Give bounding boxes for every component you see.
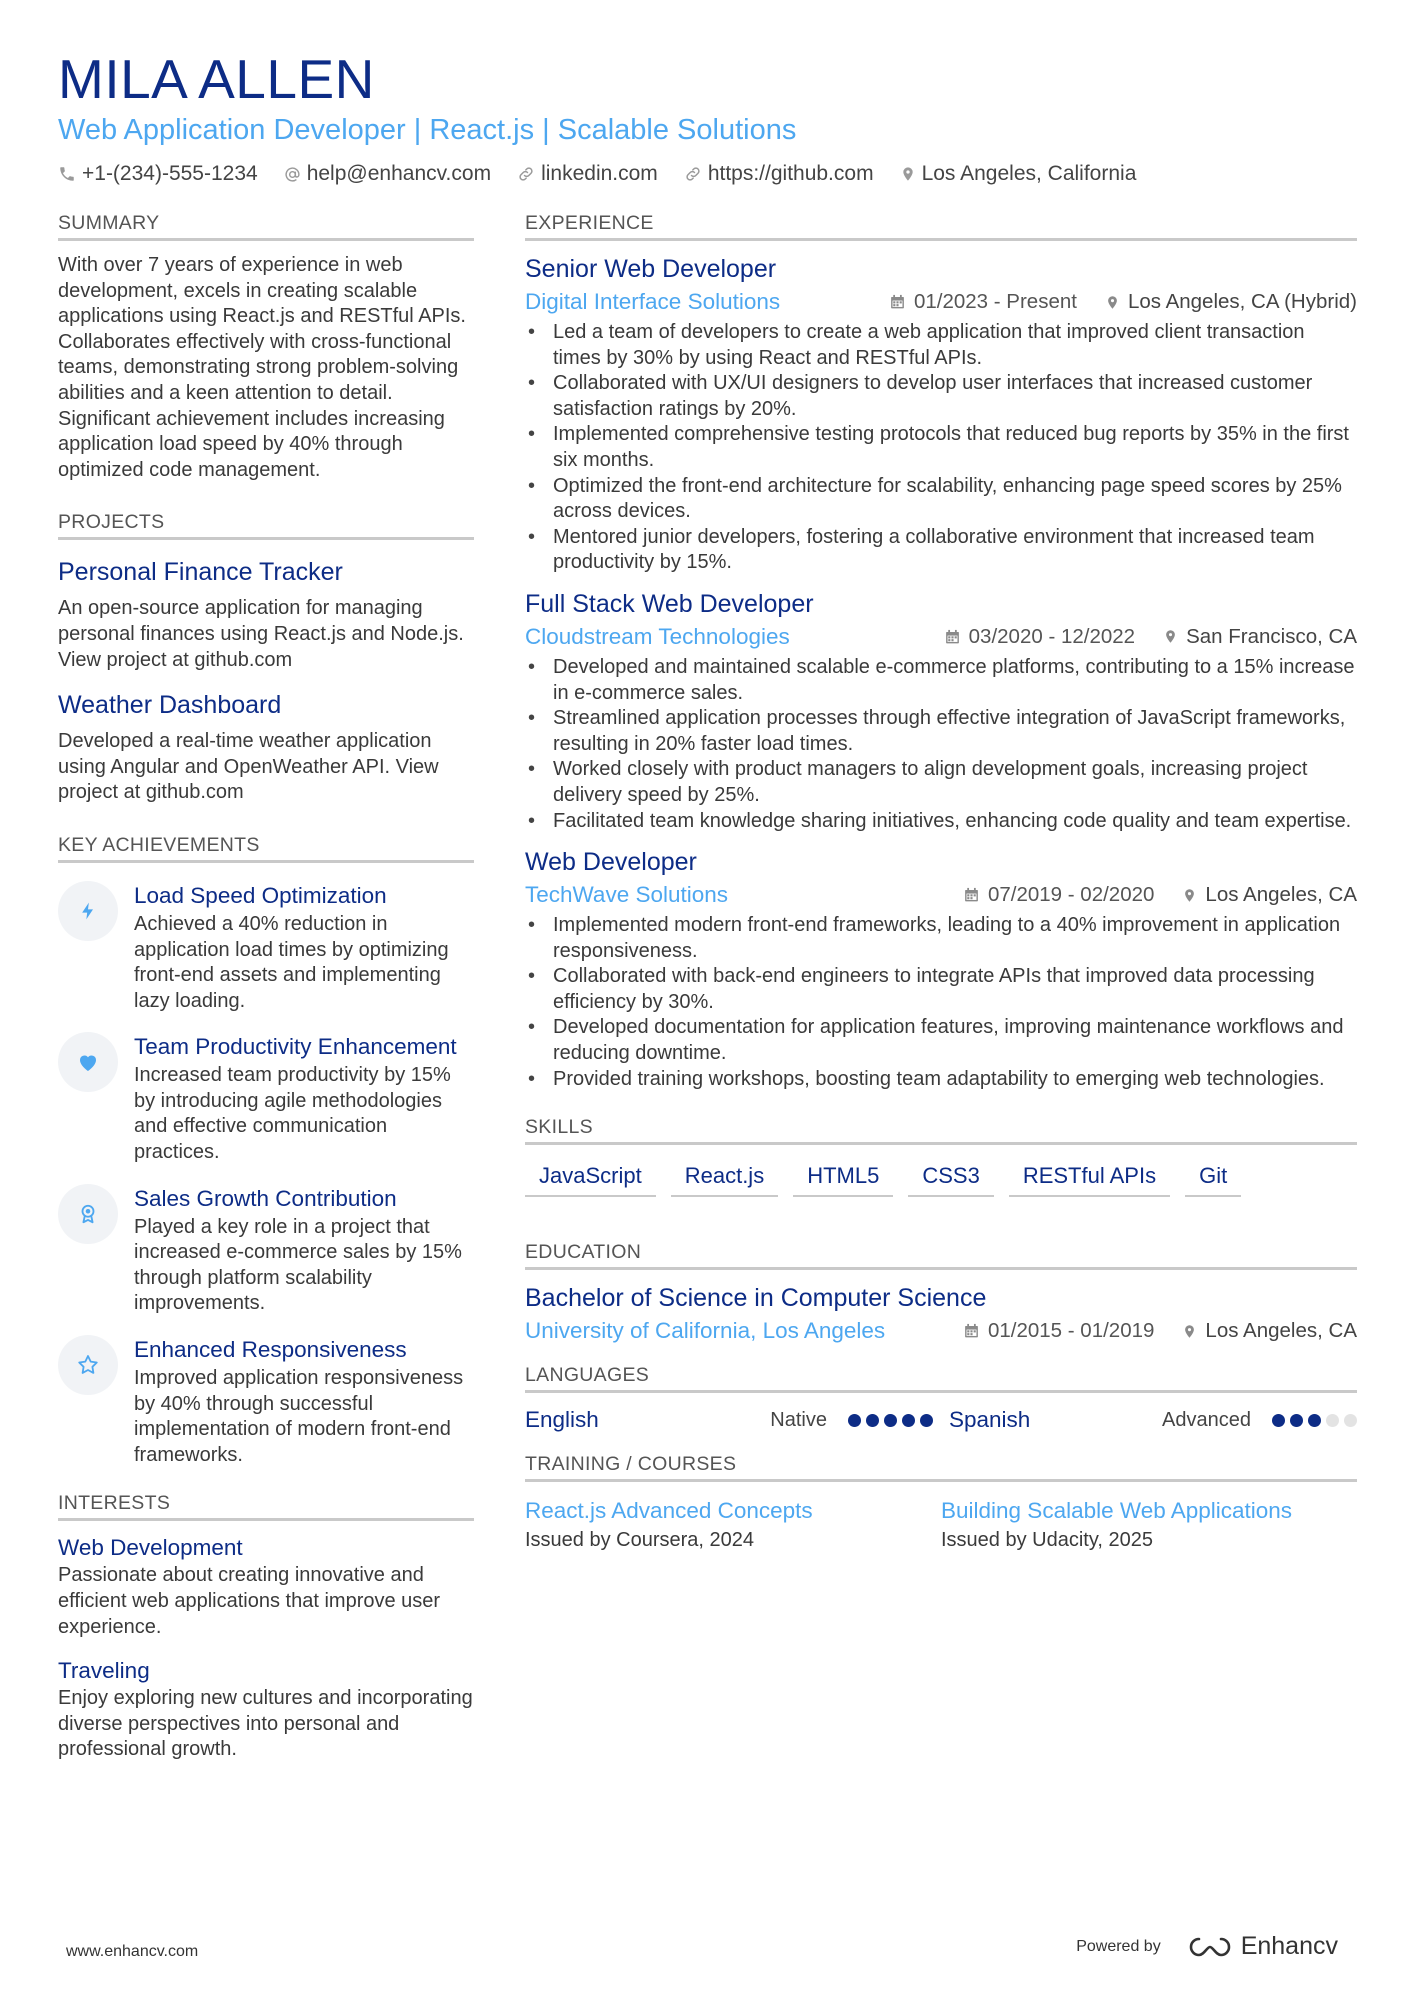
contact-bar	[58, 162, 1358, 186]
achievement-item	[58, 881, 474, 1014]
job-entry	[525, 588, 1357, 834]
job-dates	[889, 290, 1077, 314]
contact-phone[interactable]	[58, 162, 258, 186]
education-dates	[963, 1319, 1154, 1343]
achievement-text: Increased team productivity by 15% by introducing agile methodologies and effective communication practices.	[134, 1064, 451, 1164]
location-text: Los Angeles, California	[921, 162, 1137, 185]
language-item	[949, 1407, 1357, 1433]
brand-text: Enhancv	[1240, 1932, 1338, 1960]
rating-dot-filled	[848, 1414, 861, 1427]
job-dates	[944, 625, 1135, 649]
job-bullet: • Collaborated with UX/UI designers to develop user interfaces that increased customer satisfaction ratings by 20%.	[525, 371, 1357, 422]
rating-dot-filled	[920, 1414, 933, 1427]
achievement-item	[58, 1184, 474, 1317]
job-bullets	[525, 320, 1357, 576]
course-title: Building Scalable Web Applications	[941, 1498, 1293, 1524]
project-description: An open-source application for managing personal finances using React.js and Node.js. View project at github.com	[58, 597, 464, 671]
job-bullet: • Provided training workshops, boosting team adaptability to emerging web technologies.	[525, 1067, 1357, 1093]
email-text: help@enhancv.com	[306, 162, 492, 185]
language-rating	[843, 1414, 933, 1427]
course-issuer: Issued by Coursera, 2024	[525, 1529, 755, 1552]
job-location	[1163, 625, 1357, 649]
right-column	[525, 212, 1357, 1554]
job-bullet: • Developed documentation for application features, improving maintenance workflows and reducing downtime.	[525, 1015, 1357, 1066]
skill-tag: RESTful APIs	[1009, 1159, 1170, 1197]
job-dates-text: 01/2023 - Present	[913, 290, 1077, 313]
enhancv-logo[interactable]	[1187, 1932, 1338, 1961]
job-bullets	[525, 913, 1357, 1092]
job-dates-text: 03/2020 - 12/2022	[968, 624, 1136, 648]
company-name: Digital Interface Solutions	[525, 289, 781, 314]
footer-website[interactable]: www.enhancv.com	[66, 1943, 199, 1960]
location-pin-icon	[1182, 886, 1197, 905]
language-level: Native	[770, 1408, 827, 1431]
training-heading: TRAINING / COURSES	[525, 1453, 1357, 1482]
job-bullet: • Implemented comprehensive testing protocols that reduced bug reports by 35% in the first six months.	[525, 422, 1357, 473]
contact-email[interactable]	[284, 162, 491, 186]
job-bullet: • Collaborated with back-end engineers to integrate APIs that improved data processing efficiency by 30%.	[525, 964, 1357, 1015]
skills-list	[525, 1159, 1357, 1197]
education-location	[1182, 1319, 1357, 1343]
interest-title: Traveling	[58, 1658, 150, 1684]
at-icon	[284, 166, 301, 183]
job-bullet: • Streamlined application processes through effective integration of JavaScript frameworks, resulting in 20% faster load times.	[525, 706, 1357, 757]
course-item	[525, 1496, 941, 1554]
contact-linkedin[interactable]	[517, 162, 658, 186]
job-location-text: Los Angeles, CA (Hybrid)	[1127, 290, 1357, 313]
location-pin-icon	[1105, 293, 1120, 312]
achievement-text: Improved application responsiveness by 40% through successful implementation of modern front-end frameworks.	[134, 1367, 464, 1466]
contact-location	[900, 162, 1137, 186]
award-icon	[58, 1184, 118, 1244]
languages-list	[525, 1407, 1357, 1433]
job-title: Full Stack Web Developer	[525, 589, 814, 618]
rating-dot-filled	[884, 1414, 897, 1427]
course-title: React.js Advanced Concepts	[525, 1498, 813, 1524]
achievement-item	[58, 1335, 474, 1468]
job-bullet: • Developed and maintained scalable e-commerce platforms, contributing to a 15% increase in e-commerce sales.	[525, 655, 1357, 706]
language-level: Advanced	[1162, 1408, 1251, 1431]
achievements-heading: KEY ACHIEVEMENTS	[58, 834, 474, 863]
language-name: English	[525, 1407, 599, 1433]
interest-text: Passionate about creating innovative and efficient web applications that improve user experience.	[58, 1564, 441, 1638]
footer-branding	[1076, 1932, 1338, 1961]
education-location-text: Los Angeles, CA	[1205, 1319, 1357, 1343]
job-location-text: San Francisco, CA	[1186, 624, 1357, 648]
achievement-title: Sales Growth Contribution	[134, 1185, 397, 1211]
skill-tag: JavaScript	[525, 1159, 656, 1197]
course-issuer: Issued by Udacity, 2025	[941, 1529, 1153, 1552]
job-dates-text: 07/2019 - 02/2020	[987, 883, 1155, 907]
job-entry	[525, 846, 1357, 1092]
rating-dot-filled	[866, 1414, 879, 1427]
job-entry	[525, 253, 1357, 576]
skills-heading: SKILLS	[525, 1116, 1357, 1145]
company-name: Cloudstream Technologies	[525, 623, 790, 649]
project-title: Personal Finance Tracker	[58, 558, 343, 587]
heart-icon	[58, 1032, 118, 1092]
languages-heading: LANGUAGES	[525, 1364, 1357, 1393]
powered-by-text: Powered by	[1076, 1937, 1161, 1955]
job-title: Senior Web Developer	[525, 255, 777, 283]
rating-dot-empty	[1326, 1414, 1339, 1427]
job-location	[1105, 290, 1357, 314]
degree-title: Bachelor of Science in Computer Science	[525, 1284, 987, 1313]
job-bullet: • Mentored junior developers, fostering a collaborative environment that increased team productivity by 15%.	[525, 525, 1357, 576]
courses-list	[525, 1496, 1357, 1554]
resume-header	[58, 48, 1358, 186]
course-item	[941, 1496, 1357, 1554]
job-location-text: Los Angeles, CA	[1205, 883, 1357, 907]
experience-heading: EXPERIENCE	[525, 212, 1357, 241]
achievement-text: Played a key role in a project that increased e-commerce sales by 15% through platform scalability improvements.	[134, 1215, 462, 1315]
job-bullet: • Optimized the front-end architecture for scalability, enhancing page speed scores by 25% across devices.	[525, 474, 1357, 525]
calendar-icon	[963, 1322, 980, 1340]
interest-item	[58, 1533, 474, 1640]
link-icon	[517, 165, 535, 183]
calendar-icon	[889, 293, 906, 311]
rating-dot-filled	[1290, 1414, 1303, 1427]
contact-github[interactable]	[684, 162, 874, 186]
education-dates-text: 01/2015 - 01/2019	[987, 1319, 1155, 1343]
interest-text: Enjoy exploring new cultures and incorporating diverse perspectives into personal and professional growth.	[58, 1687, 473, 1761]
project-description: Developed a real-time weather application using Angular and OpenWeather API. View project at github.com	[58, 730, 439, 804]
rating-dot-filled	[1272, 1414, 1285, 1427]
education-entry	[525, 1282, 1357, 1346]
skill-tag: Git	[1185, 1159, 1241, 1197]
job-bullets	[525, 655, 1357, 834]
skill-tag: HTML5	[793, 1159, 893, 1197]
calendar-icon	[963, 886, 980, 904]
rating-dot-empty	[1344, 1414, 1357, 1427]
job-bullet: • Facilitated team knowledge sharing initiatives, enhancing code quality and team expertise.	[525, 809, 1357, 835]
job-bullet: • Worked closely with product managers to align development goals, increasing project delivery speed by 25%.	[525, 757, 1357, 808]
job-location	[1182, 883, 1357, 907]
job-dates	[963, 883, 1154, 907]
language-name: Spanish	[949, 1407, 1031, 1433]
company-name: TechWave Solutions	[525, 882, 729, 908]
language-item	[525, 1407, 933, 1433]
enhancv-logo-icon	[1187, 1934, 1233, 1960]
github-text: https://github.com	[707, 162, 874, 185]
job-bullet: • Led a team of developers to create a web application that improved client transaction times by 30% by using React and RESTful APIs.	[525, 320, 1357, 371]
language-rating	[1267, 1414, 1357, 1427]
project-item	[58, 689, 474, 806]
rating-dot-filled	[902, 1414, 915, 1427]
interests-heading: INTERESTS	[58, 1492, 474, 1521]
project-title: Weather Dashboard	[58, 691, 282, 720]
location-pin-icon	[1163, 627, 1178, 646]
rating-dot-filled	[1308, 1414, 1321, 1427]
job-title: Web Developer	[525, 848, 697, 877]
achievement-title: Load Speed Optimization	[134, 882, 387, 908]
phone-icon	[58, 165, 76, 183]
summary-heading: SUMMARY	[58, 212, 474, 241]
summary-text: With over 7 years of experience in web development, excels in creating scalable applications using React.js and RESTful APIs. Collaborates effectively with cross-functional teams, demonstrating strong problem-solving abilities and a keen attention to detail. Significant achievement includes increasing application load speed by 40% through optimized code management.	[58, 254, 466, 481]
school-name: University of California, Los Angeles	[525, 1318, 886, 1344]
calendar-icon	[944, 628, 961, 646]
location-pin-icon	[900, 165, 916, 183]
interest-title: Web Development	[58, 1535, 243, 1561]
candidate-title: Web Application Developer | React.js | Scalable Solutions	[58, 114, 797, 146]
achievement-title: Enhanced Responsiveness	[134, 1337, 407, 1363]
link-icon	[684, 165, 702, 183]
achievement-item	[58, 1032, 474, 1165]
left-column	[58, 212, 474, 1763]
job-bullet: • Implemented modern front-end frameworks, leading to a 40% improvement in application responsiveness.	[525, 913, 1357, 964]
phone-text: +1-(234)-555-1234	[82, 162, 258, 185]
lightning-icon	[58, 881, 118, 941]
education-heading: EDUCATION	[525, 1241, 1357, 1270]
location-pin-icon	[1182, 1322, 1197, 1341]
linkedin-text: linkedin.com	[541, 162, 658, 185]
achievement-title: Team Productivity Enhancement	[134, 1034, 457, 1060]
achievement-text: Achieved a 40% reduction in application load times by optimizing front-end assets and implementing lazy loading.	[134, 912, 449, 1012]
project-item	[58, 556, 474, 673]
skill-tag: CSS3	[908, 1159, 993, 1197]
star-icon	[58, 1335, 118, 1395]
interest-item	[58, 1656, 474, 1763]
projects-heading: PROJECTS	[58, 511, 474, 540]
skill-tag: React.js	[671, 1159, 778, 1197]
candidate-name: MILA ALLEN	[58, 48, 375, 110]
